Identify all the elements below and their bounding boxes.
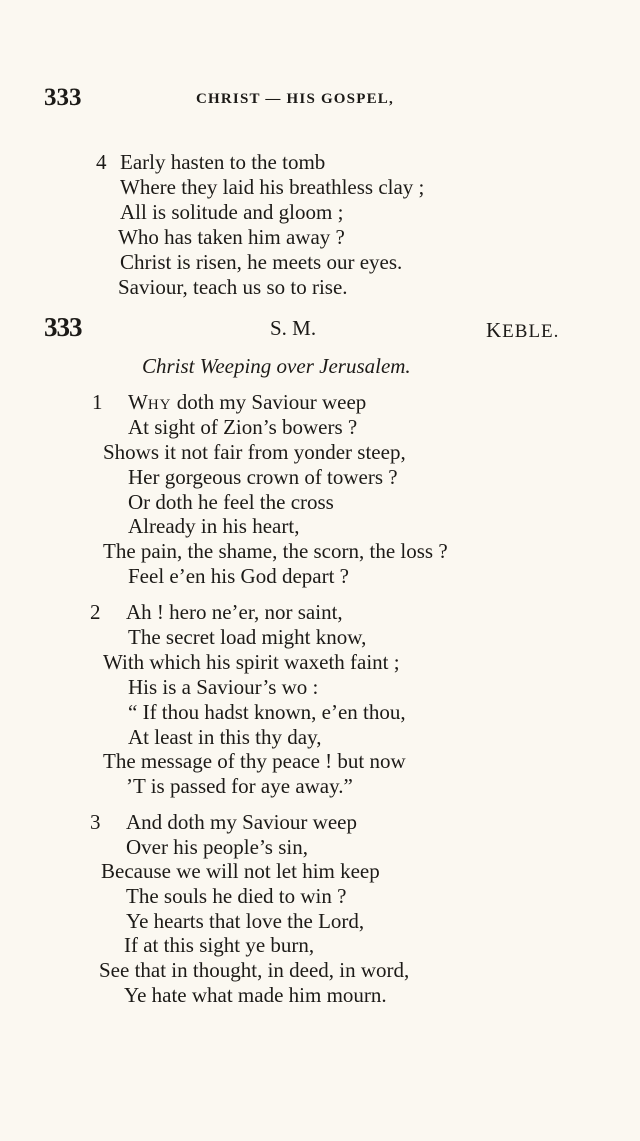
verse-line: The souls he died to win ? [126,884,347,908]
verse-line: Over his people’s sin, [126,835,308,859]
stanza-number: 1 [92,390,103,414]
verse-line: At least in this thy day, [128,725,322,749]
verse-line: All is solitude and gloom ; [120,200,344,224]
verse-line: Ye hate what made him mourn. [124,983,387,1007]
verse-line: The message of thy peace ! but now [103,749,406,773]
verse-line: Where they laid his breathless clay ; [120,175,425,199]
verse-line: With which his spirit waxeth faint ; [103,650,400,674]
verse-line: Feel e’en his God depart ? [128,564,350,588]
verse-line: Or doth he feel the cross [128,490,334,514]
verse-line: Christ is risen, he meets our eyes. [120,250,403,274]
verse-line: The secret load might know, [128,625,367,649]
verse-line: At sight of Zion’s bowers ? [128,415,358,439]
verse-line: The pain, the shame, the scorn, the loss ? [103,539,448,563]
verse-line: ’T is passed for aye away.” [126,774,353,798]
first-line-rest: doth my Saviour weep [171,390,367,414]
verse-line: Already in his heart, [128,514,300,538]
hymn-title: Christ Weeping over Jerusalem. [142,354,411,378]
verse-line: Early hasten to the tomb [120,150,326,174]
hymn-author [486,318,559,343]
verse-line: Saviour, teach us so to rise. [118,275,348,299]
verse-line: See that in thought, in deed, in word, [99,958,410,982]
verse-line: Ah ! hero ne’er, nor saint, [126,600,343,624]
stanza-number: 3 [90,810,101,834]
verse-line: His is a Saviour’s wo : [128,675,319,699]
small-caps: HY [147,397,172,413]
running-title: CHRIST — HIS GOSPEL, [196,91,394,107]
drop-initial: W [128,390,148,414]
stanza-number: 4 [96,150,107,174]
verse-line: Ye hearts that love the Lord, [126,909,365,933]
author-initial: K [486,318,503,342]
verse-line: Who has taken him away ? [118,225,345,249]
verse-line: And doth my Saviour weep [126,810,357,834]
stanza-number: 2 [90,600,101,624]
verse-line: Her gorgeous crown of towers ? [128,465,398,489]
verse-line: If at this sight ye burn, [124,933,315,957]
verse-line: Shows it not fair from yonder steep, [103,440,406,464]
author-rest: EBLE. [502,321,560,342]
hymn-meter: S. M. [270,316,317,340]
hymn-number: 333 [44,312,82,342]
verse-line: Because we will not let him keep [101,859,380,883]
page-number: 333 [44,84,82,111]
verse-line: “ If thou hadst known, e’en thou, [128,700,406,724]
verse-line [128,390,366,415]
